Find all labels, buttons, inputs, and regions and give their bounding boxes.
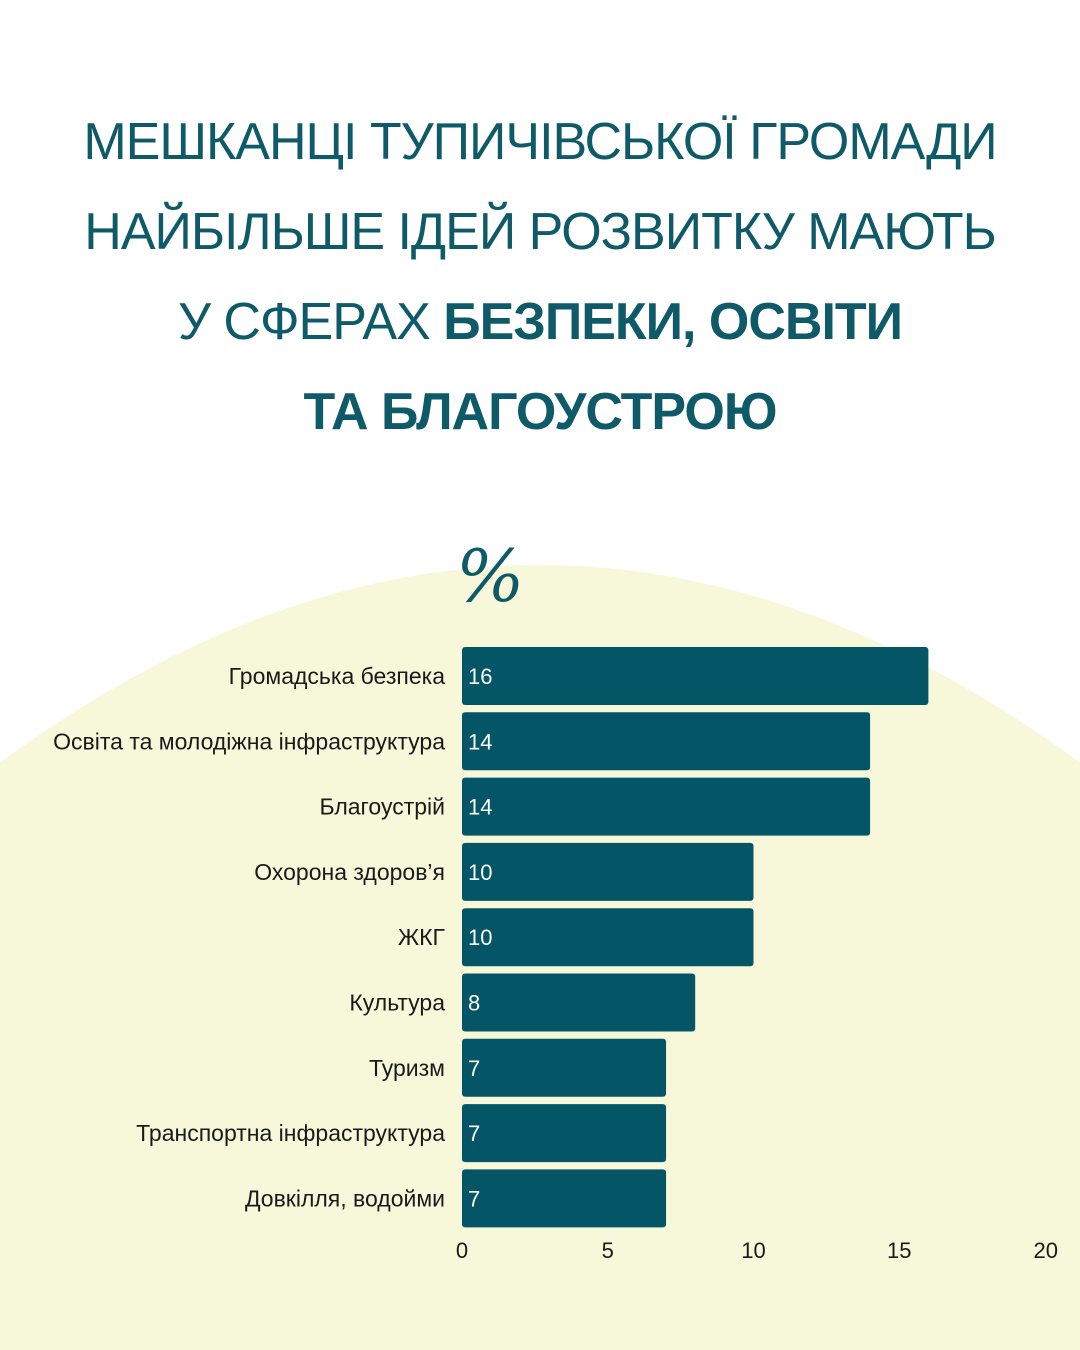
data-label: 14: [468, 794, 493, 820]
headline-line-2: НАЙБІЛЬШЕ ІДЕЙ РОЗВИТКУ МАЮТЬ: [84, 203, 996, 261]
x-tick-label: 15: [887, 1238, 912, 1263]
bar: [462, 712, 870, 770]
category-label: Охорона здоров’я: [254, 858, 445, 885]
data-label: 10: [468, 925, 493, 951]
data-label: 14: [468, 729, 493, 755]
x-tick-label: 0: [455, 1238, 469, 1263]
data-label: 16: [468, 664, 493, 689]
headline-line-3-bold: БЕЗПЕКИ, ОСВІТИ: [443, 293, 903, 351]
category-label: ЖКГ: [397, 924, 445, 951]
bar: [462, 974, 695, 1032]
category-label: Культура: [349, 989, 445, 1016]
data-label: 7: [468, 1121, 481, 1147]
x-tick-label: 5: [601, 1238, 614, 1263]
unit-label: %: [456, 534, 525, 618]
data-label: 10: [468, 859, 493, 885]
bar: [462, 647, 928, 705]
bar: [462, 908, 754, 966]
data-label: 8: [468, 990, 481, 1016]
headline-line-3-normal: У СФЕРАХ: [177, 293, 444, 351]
headline-line-4-bold: ТА БЛАГОУСТРОЮ: [303, 383, 777, 441]
headline-line-1: МЕШКАНЦІ ТУПИЧІВСЬКОЇ ГРОМАДИ: [83, 113, 997, 171]
x-tick-label: 10: [741, 1238, 766, 1263]
bar: [462, 843, 754, 901]
data-label: 7: [468, 1186, 481, 1212]
category-label: Освіта та молодіжна інфраструктура: [53, 728, 445, 755]
bar: [462, 1039, 666, 1097]
category-label: Транспортна інфраструктура: [136, 1120, 445, 1147]
bar: [462, 778, 870, 836]
bar: [462, 1169, 666, 1227]
category-label: Довкілля, водойми: [244, 1185, 445, 1212]
bar: [462, 1104, 666, 1162]
data-label: 7: [468, 1055, 481, 1081]
category-label: Благоустрій: [319, 793, 445, 820]
category-label: Громадська безпека: [228, 663, 445, 689]
category-label: Туризм: [369, 1054, 445, 1081]
x-tick-label: 20: [1033, 1238, 1058, 1263]
